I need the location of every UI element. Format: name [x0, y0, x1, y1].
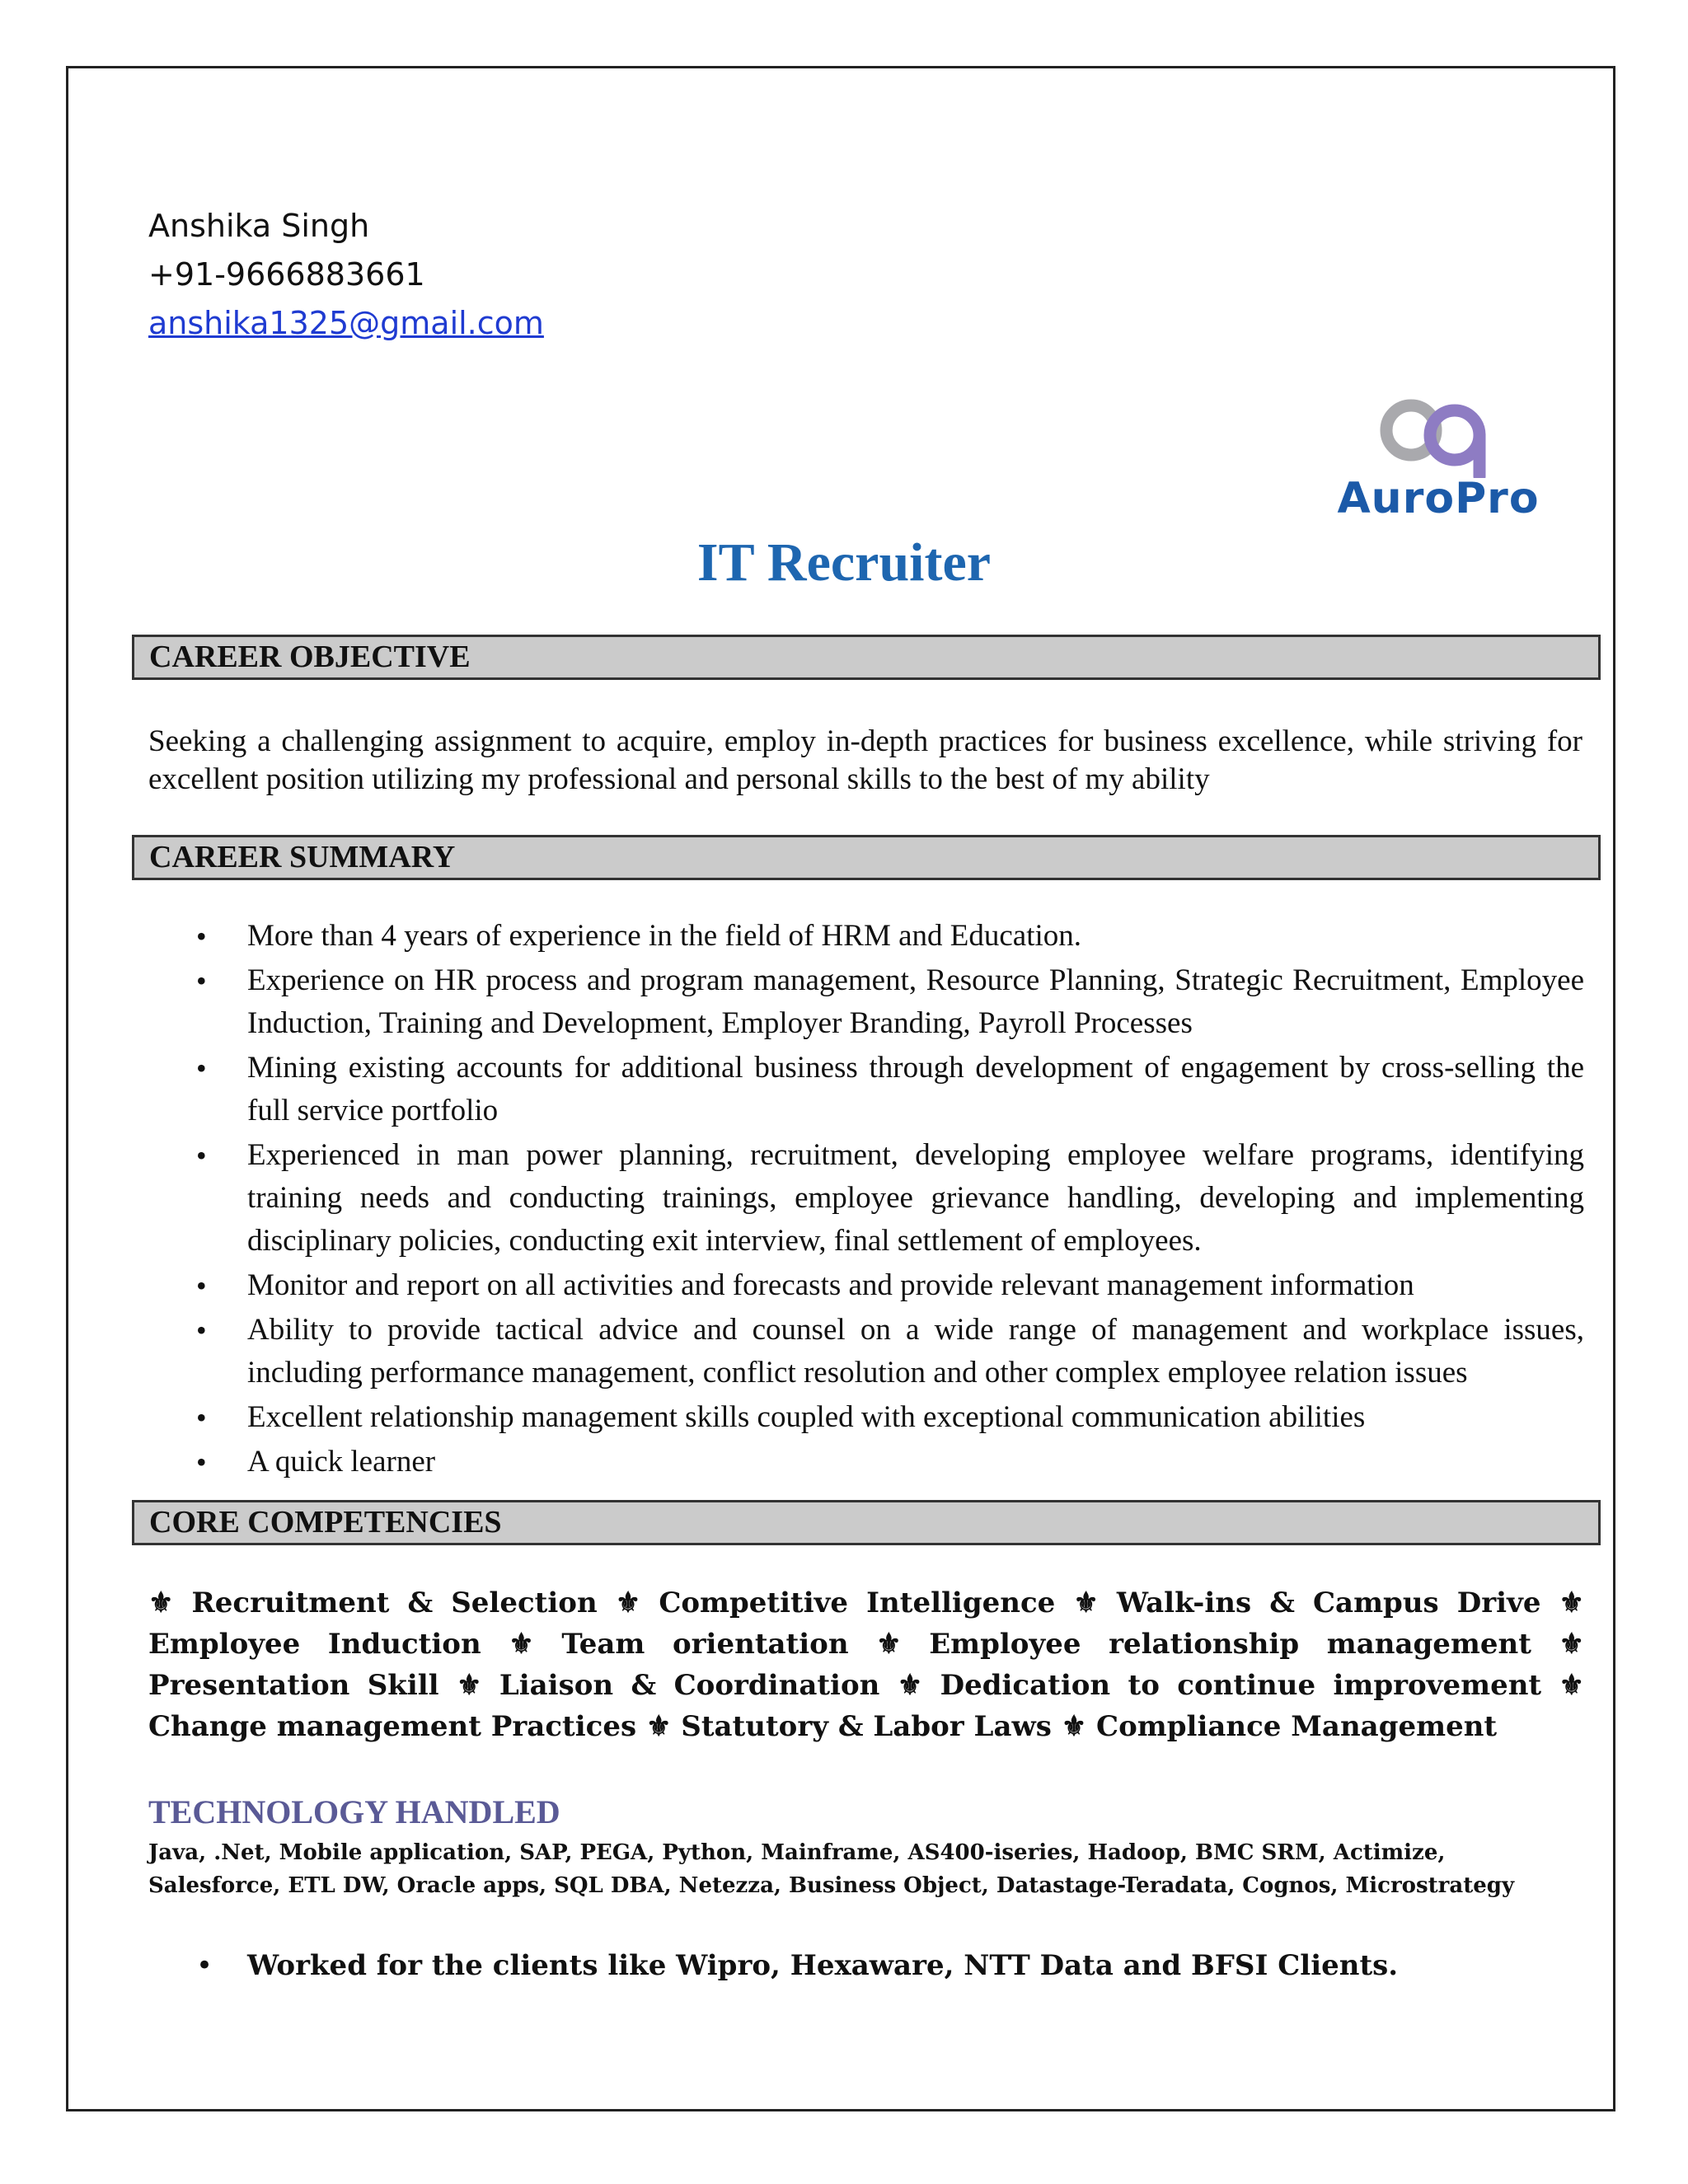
core-competencies-text: ⚜ Recruitment & Selection ⚜ Competitive Intelligence ⚜ Walk-ins & Campus Drive ⚜ Employee Induction ⚜ Team orientation ⚜ Employee relationship management ⚜ Presentation Skill ⚜ Liaison & Coordination ⚜ Dedication to continue improvement ⚜ Change management Practices ⚜ Statutory & Labor Laws ⚜ Compliance Management: [148, 1586, 1584, 1743]
job-title: IT Recruiter: [696, 532, 992, 593]
section-heading-core-competencies: CORE COMPETENCIES: [132, 1500, 1601, 1545]
auropro-logo: [1327, 387, 1550, 536]
candidate-name: Anshika Singh: [148, 208, 370, 244]
list-item: • Excellent relationship management skills coupled with exceptional communication abilities: [148, 1396, 1584, 1439]
logo-wordmark: AuroPro: [1337, 474, 1540, 523]
list-item: • Ability to provide tactical advice and counsel on a wide range of management and workplace issues, including performance management, conflict resolution and other complex employee relation issues: [148, 1309, 1584, 1394]
section-heading-career-summary: CAREER SUMMARY: [132, 835, 1601, 880]
list-item: • Monitor and report on all activities and forecasts and provide relevant management information: [148, 1264, 1584, 1307]
contact-block: [148, 202, 544, 348]
logo-mark-icon: [1327, 387, 1550, 478]
technology-handled-text: Java, .Net, Mobile application, SAP, PEGA, Python, Mainframe, AS400-iseries, Hadoop, BMC SRM, Actimize, Salesforce, ETL DW, Oracle apps, SQL DBA, Netezza, Business Object, Datastage-Teradata, Cognos, Microstrategy: [148, 1840, 1515, 1898]
career-objective-text: Seeking a challenging assignment to acquire, employ in-depth practices for business excellence, while striving for excellent position utilizing my professional and personal skills to the best of my ability: [148, 724, 1582, 796]
list-item: • More than 4 years of experience in the field of HRM and Education.: [148, 915, 1584, 958]
career-summary-list: [148, 915, 1584, 1485]
list-item: • A quick learner: [148, 1441, 1584, 1483]
list-item: • Worked for the clients like Wipro, Hexaware, NTT Data and BFSI Clients.: [148, 1945, 1398, 1986]
section-heading-career-objective: CAREER OBJECTIVE: [132, 635, 1601, 680]
clients-list: [148, 1945, 1398, 1986]
list-item: • Experience on HR process and program management, Resource Planning, Strategic Recruitment, Employee Induction, Training and Development, Employer Branding, Payroll Processes: [148, 959, 1584, 1045]
candidate-phone: +91-9666883661: [148, 256, 425, 293]
candidate-email-link[interactable]: anshika1325@gmail.com: [148, 305, 544, 341]
list-item: • Experienced in man power planning, recruitment, developing employee welfare programs, identifying training needs and conducting trainings, employee grievance handling, developing and implementing disciplinary policies, conducting exit interview, final settlement of employees.: [148, 1134, 1584, 1263]
list-item: • Mining existing accounts for additional business through development of engagement by cross-selling the full service portfolio: [148, 1047, 1584, 1132]
section-heading-technology-handled: TECHNOLOGY HANDLED: [148, 1793, 560, 1830]
